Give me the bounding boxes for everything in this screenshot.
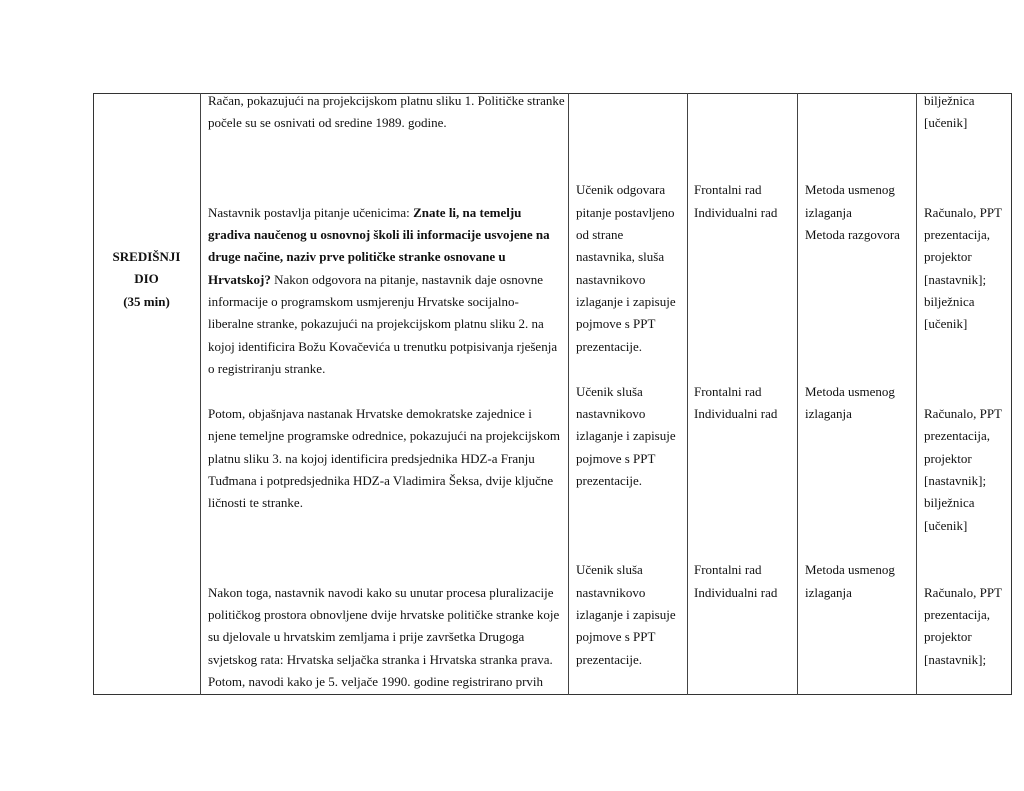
text-line: izlaganja <box>805 204 852 220</box>
text-line <box>208 358 557 380</box>
text-line: bilježnica <box>924 294 975 310</box>
question-text: Znate li, na temelju <box>413 204 522 220</box>
text-line: Metoda usmenog <box>805 383 895 399</box>
text-line: prezentacija, <box>924 428 991 444</box>
text-line <box>208 269 557 291</box>
column-divider <box>687 93 688 695</box>
text-line: projektor <box>924 450 972 466</box>
text-line: Računalo, PPT <box>924 584 1002 600</box>
text-line: Učenik sluša <box>576 562 643 578</box>
text-segment: njene temeljne programske odrednice, pokazujući na projekcijskom <box>208 428 560 444</box>
column-divider <box>200 93 201 695</box>
section-title-cell <box>93 246 200 313</box>
teaching-method <box>805 179 900 246</box>
text-line <box>208 246 557 268</box>
section-title-line: SREDIŠNJI <box>112 249 181 264</box>
text-line <box>208 313 557 335</box>
text-line: Frontalni rad <box>694 182 762 198</box>
text-line: izlaganja <box>805 584 852 600</box>
activity-description <box>208 202 557 381</box>
text-line: projektor <box>924 249 972 265</box>
text-line: [nastavnik]; <box>924 472 987 488</box>
text-segment: Nakon odgovora na pitanje, nastavnik daje osnovne <box>270 271 544 287</box>
column-divider <box>916 93 917 695</box>
text-segment: platnu sliku 3. na kojoj identificira predsjednika HDZ-a Franju <box>208 450 535 466</box>
teaching-method <box>805 559 895 604</box>
text-segment: ličnosti te stranke. <box>208 495 303 511</box>
student-activity <box>576 179 676 358</box>
text-line: Računalo, PPT <box>924 405 1002 421</box>
text-line: nastavnika, sluša <box>576 249 665 265</box>
question-text: gradiva naučenog u osnovnoj školi ili informacije usvojene na <box>208 227 550 243</box>
activity-description <box>208 90 565 135</box>
text-line: Individualni rad <box>694 405 778 421</box>
text-line: Individualni rad <box>694 584 778 600</box>
text-line: Frontalni rad <box>694 562 762 578</box>
text-line: prezentacije. <box>576 338 643 354</box>
teaching-resources <box>924 202 1002 336</box>
text-line: izlaganje i zapisuje <box>576 294 676 310</box>
text-line <box>208 291 557 313</box>
column-divider <box>797 93 798 695</box>
text-segment: Nakon toga, nastavnik navodi kako su unutar procesa pluralizacije <box>208 584 554 600</box>
text-segment: o registriranju stranke. <box>208 361 326 377</box>
text-line: pitanje postavljeno <box>576 204 675 220</box>
activity-description <box>208 403 560 515</box>
text-segment: su djelovale u hrvatskim zemljama i prije završetka Drugoga <box>208 629 525 645</box>
text-line <box>208 336 557 358</box>
text-line: izlaganja <box>805 405 852 421</box>
teaching-resources <box>924 582 1002 671</box>
work-form <box>694 381 777 426</box>
text-line: prezentacije. <box>576 651 643 667</box>
text-line <box>208 403 560 425</box>
teaching-resources <box>924 403 1002 537</box>
text-line: projektor <box>924 629 972 645</box>
text-line <box>208 224 557 246</box>
question-text: druge načine, naziv prve političke stranke osnovane u <box>208 249 506 265</box>
text-line <box>208 448 560 470</box>
text-line <box>208 492 560 514</box>
text-line <box>208 112 565 134</box>
text-line: pojmove s PPT <box>576 629 656 645</box>
text-line: izlaganje i zapisuje <box>576 607 676 623</box>
text-line: Individualni rad <box>694 204 778 220</box>
activity-description <box>208 582 559 694</box>
work-form <box>694 179 777 224</box>
text-line: [učenik] <box>924 517 968 533</box>
text-line: Učenik odgovara <box>576 182 666 198</box>
text-line: Učenik sluša <box>576 383 643 399</box>
text-line: nastavnikovo <box>576 271 646 287</box>
section-title-line: DIO <box>134 271 159 287</box>
text-line <box>208 90 565 112</box>
text-line: [nastavnik]; <box>924 651 987 667</box>
text-line <box>208 604 559 626</box>
student-activity <box>576 559 676 671</box>
text-line <box>208 425 560 447</box>
text-segment: liberalne stranke, pokazujući na projekcijskom platnu sliku 2. na <box>208 316 544 332</box>
text-line: prezentacije. <box>576 472 643 488</box>
text-line: Metoda usmenog <box>805 182 895 198</box>
text-segment: počele su se osnivati od sredine 1989. godine. <box>208 115 447 131</box>
text-line: [nastavnik]; <box>924 271 987 287</box>
column-divider <box>568 93 569 695</box>
text-line <box>208 202 557 224</box>
text-line: Frontalni rad <box>694 383 762 399</box>
text-line <box>208 671 559 693</box>
text-line: [učenik] <box>924 115 968 131</box>
text-segment: kojoj identificira Božu Kovačevića u trenutku potpisivanja rješenja <box>208 338 558 354</box>
text-segment: Potom, navodi kako je 5. veljače 1990. godine registrirano prvih <box>208 674 544 690</box>
text-line <box>208 582 559 604</box>
text-line: nastavnikovo <box>576 405 646 421</box>
text-segment: Tuđmana i potpredsjednika HDZ-a Vladimira Šeksa, dvije ključne <box>208 472 554 488</box>
text-line: prezentacija, <box>924 607 991 623</box>
text-segment: Nastavnik postavlja pitanje učenicima: <box>208 204 414 220</box>
text-line: bilježnica <box>924 93 975 108</box>
text-line: od strane <box>576 227 624 243</box>
teaching-resources <box>924 90 975 135</box>
text-segment: informacije o programskom usmjerenju Hrvatske socijalno- <box>208 294 519 310</box>
text-line: Metoda razgovora <box>805 227 900 243</box>
question-text: Hrvatskoj? <box>208 271 271 287</box>
text-line <box>208 626 559 648</box>
text-line: bilježnica <box>924 495 975 511</box>
student-activity <box>576 381 676 493</box>
text-line: pojmove s PPT <box>576 450 656 466</box>
text-segment: političkog prostora obnovljene dvije hrvatske političke stranke koje <box>208 607 560 623</box>
text-line: izlaganje i zapisuje <box>576 428 676 444</box>
text-segment: Potom, objašnjava nastanak Hrvatske demokratske zajednice i <box>208 405 532 421</box>
text-line: prezentacija, <box>924 227 991 243</box>
text-segment: svjetskog rata: Hrvatska seljačka stranka i Hrvatska stranka prava. <box>208 651 553 667</box>
text-line <box>208 470 560 492</box>
text-line: Računalo, PPT <box>924 204 1002 220</box>
text-segment: Račan, pokazujući na projekcijskom platnu sliku 1. Političke stranke <box>208 93 565 108</box>
text-line: pojmove s PPT <box>576 316 656 332</box>
teaching-method <box>805 381 895 426</box>
text-line: nastavnikovo <box>576 584 646 600</box>
text-line: Metoda usmenog <box>805 562 895 578</box>
work-form <box>694 559 777 604</box>
text-line <box>208 649 559 671</box>
section-duration: (35 min) <box>123 293 170 309</box>
text-line: [učenik] <box>924 316 968 332</box>
